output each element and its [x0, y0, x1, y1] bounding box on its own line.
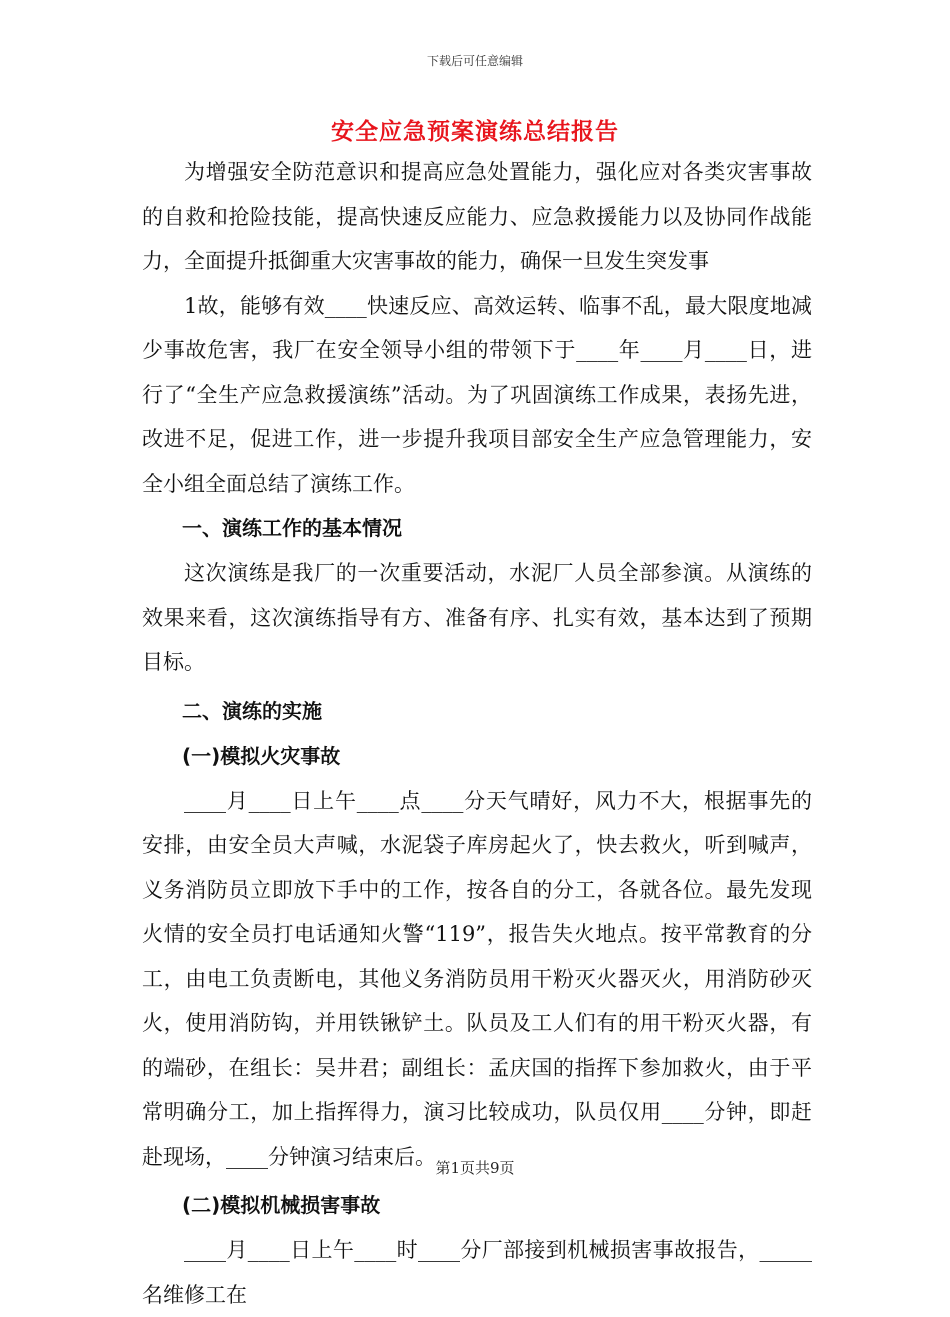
- subsection-1-heading: (一)模拟火灾事故: [182, 743, 341, 768]
- section-1-heading: 一、演练工作的基本情况: [182, 516, 402, 540]
- subsection-2-heading: (二)模拟机械损害事故: [182, 1193, 381, 1217]
- intro-paragraph-1: 为增强安全防范意识和提高应急处置能力，强化应对各类灾害事故的自救和抢险技能，提高快速反应能力、应急救援能力以及协同作战能力，全面提升抵御重大灾害事故的能力，确保一旦发生突发事: [142, 160, 812, 273]
- section-1-paragraph: 这次演练是我厂的一次重要活动，水泥厂人员全部参演。从演练的效果来看，这次演练指导有方、准备有序、扎实有效，基本达到了预期目标。: [142, 561, 812, 674]
- intro-paragraph-2: 1故，能够有效____快速反应、高效运转、临事不乱，最大限度地减少事故危害，我厂在安全领导小组的带领下于____年____月____日，进行了“全生产应急救援演练”活动。为了巩固演练工作成果，表扬先进，改进不足，促进工作，进一步提升我项目部安全生产应急管理能力，安全小组全面总结了演练工作。: [142, 293, 812, 496]
- document-body: [142, 150, 812, 1317]
- section-2-heading: 二、演练的实施: [182, 698, 322, 723]
- subsection-1-paragraph: ____月____日上午____点____分天气晴好，风力不大，根据事先的安排，由安全员大声喊，水泥袋子库房起火了，快去救火，听到喊声，义务消防员立即放下手中的工作，按各自的分工，各就各位。最先发现火情的安全员打电话通知火警“119”，报告失火地点。按平常教育的分工，由电工负责断电，其他义务消防员用干粉灭火器灭火，用消防砂灭火，使用消防钩，并用铁锹铲土。队员及工人们有的用干粉灭火器，有的端砂，在组长：吴井君；副组长：孟庆国的指挥下参加救火，由于平常明确分工，加上指挥得力，演习比较成功，队员仅用____分钟，即赶赴现场，____分钟演习结束后。: [142, 788, 812, 1169]
- subsection-2-paragraph: ____月____日上午____时____分厂部接到机械损害事故报告，_____名维修工在: [142, 1238, 812, 1307]
- page-header-note: 下载后可任意编辑: [426, 54, 523, 68]
- page-number-footer: 第1页共9页: [435, 1159, 515, 1177]
- document-title: 安全应急预案演练总结报告: [331, 118, 619, 145]
